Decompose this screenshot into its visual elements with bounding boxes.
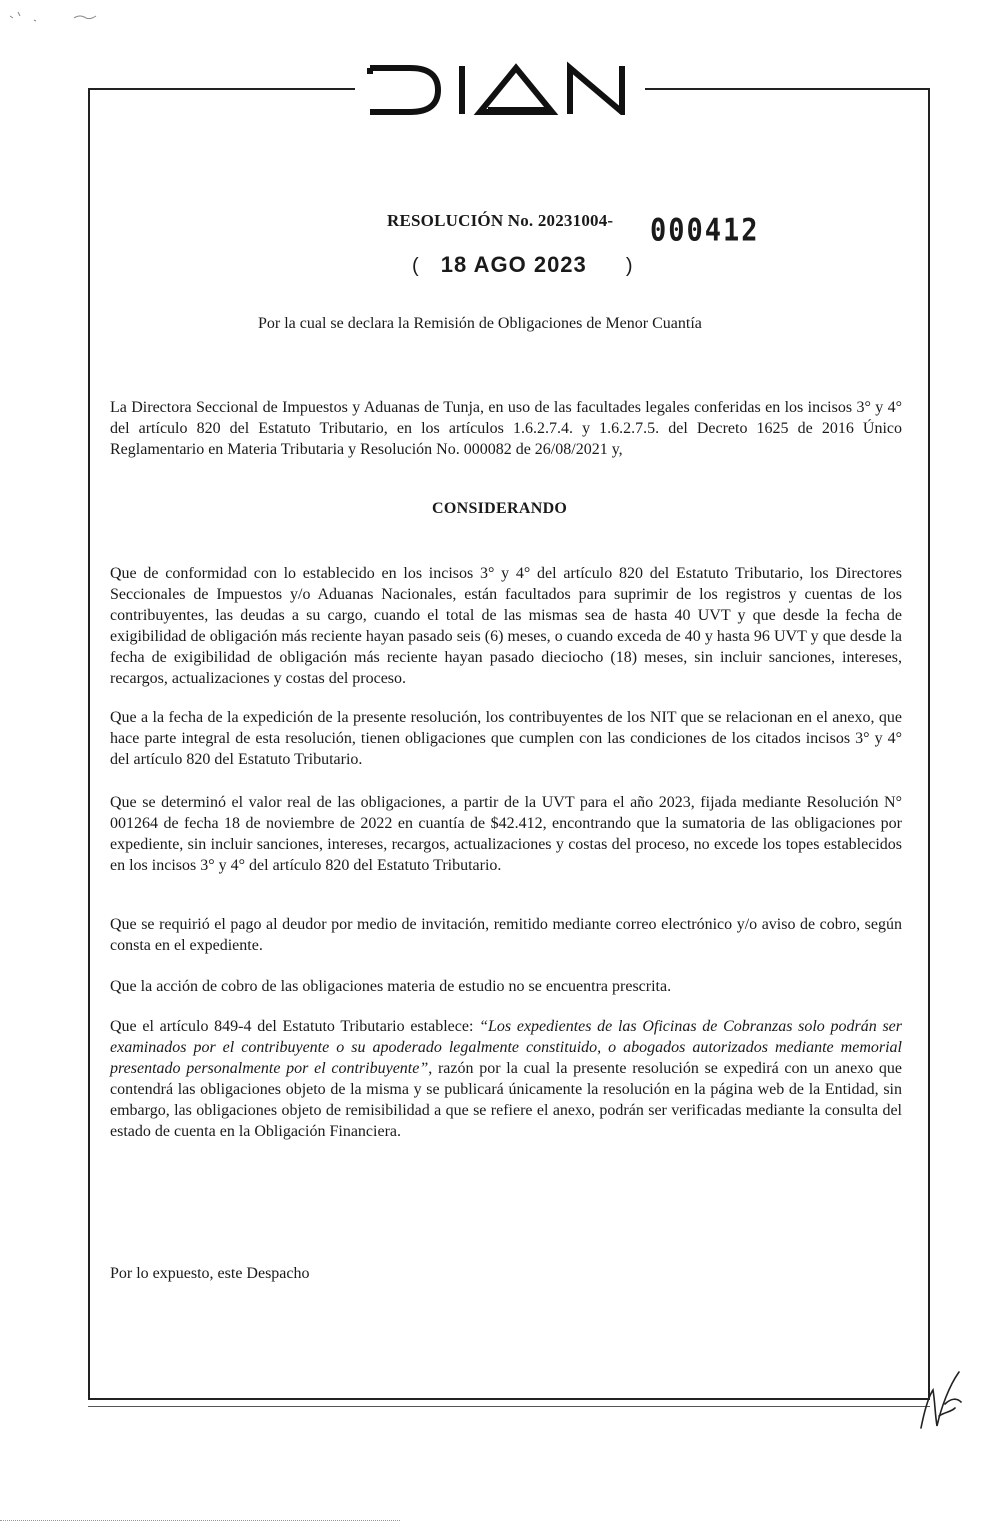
handwritten-initials-signature — [915, 1368, 965, 1433]
resolution-number-stamp: 000412 — [650, 212, 760, 249]
scan-artifact-mark — [4, 6, 124, 36]
considerando-paragraph-6 — [110, 1016, 902, 1142]
date-stamp — [412, 252, 634, 278]
page-border-bottom-line — [88, 1398, 930, 1400]
considerando-paragraph-3: Que se determinó el valor real de las obligaciones, a partir de la UVT para el año 2023, fijada mediante Resolución N° 001264 de fecha 18 de noviembre de 2022 en cuantía de $42.412, encontrando que la sumatoria de las obligaciones por expediente, sin incluir sanciones, intereses, recargos, actualizaciones y costas del proceso, no excede los topes establecidos en los incisos 3° y 4° del artículo 820 del Estatuto Tributario. — [110, 794, 902, 874]
resolution-subtitle: Por la cual se declara la Remisión de Obligaciones de Menor Cuantía — [258, 315, 702, 332]
considerando-paragraph-1: Que de conformidad con lo establecido en los incisos 3° y 4° del artículo 820 del Estatuto Tributario, los Directores Seccionales de Impuestos y/o Aduanas Nacionales, están facultados para suprimir de los registros y cuentas de los contribuyentes, las deudas a su cargo, cuando el total de las mismas sea de hasta 40 UVT y que desde la fecha de exigibilidad de obligación más reciente hayan pasado seis (6) meses, o cuando exceda de 40 y hasta 96 UVT y que desde la fecha de exigibilidad de obligación más reciente hayan pasado dieciocho (18) meses, sin incluir sanciones, intereses, recargos, actualizaciones y costas del proceso. — [110, 565, 902, 687]
dian-logo — [360, 60, 640, 115]
paragraph-6-start: Que el artículo 849-4 del Estatuto Tributario establece: — [110, 1018, 480, 1035]
date-close-paren: ) — [625, 255, 634, 277]
considerando-paragraph-4: Que se requirió el pago al deudor por medio de invitación, remitido mediante correo electrónico y/o aviso de cobro, según consta en el expediente. — [110, 916, 902, 954]
closing-line: Por lo expuesto, este Despacho — [110, 1265, 310, 1282]
scan-bottom-edge — [0, 1520, 400, 1521]
considerando-heading: CONSIDERANDO — [432, 500, 568, 517]
paragraph-6-quote: “Los expedientes de las Oficinas de Cobranzas solo podrán ser examinados por el contribuyente o su apoderado legalmente constituido, o abogados autorizados mediante memorial presentado personalmente por el contribuyente” — [110, 1018, 903, 1077]
date-month: AGO — [473, 252, 527, 277]
considerando-paragraph-2: Que a la fecha de la expedición de la presente resolución, los contribuyentes de los NIT que se relacionan en el anexo, que hace parte integral de esta resolución, tienen obligaciones que cumplen con las condiciones de los citados incisos 3° y 4° del artículo 820 del Estatuto Tributario. — [110, 709, 902, 768]
date-year: 2023 — [533, 252, 587, 277]
resolution-label: RESOLUCIÓN No. 20231004- — [387, 211, 614, 230]
date-open-paren: ( — [412, 255, 420, 277]
considerando-paragraph-5: Que la acción de cobro de las obligaciones materia de estudio no se encuentra prescrita. — [110, 978, 672, 995]
paragraph-6-end: , razón por la cual la presente resolución se expedirá con un anexo que contendrá las obligaciones objeto de la misma y se publicará únicamente la resolución en la página web de la Entidad, sin embargo, las obligaciones objeto de remisibilidad a que se refiere el anexo, podrán ser verificadas mediante la consulta del estado de cuenta en la Obligación Financiera. — [110, 1060, 902, 1140]
page-border-bottom-line-inner — [88, 1406, 930, 1407]
date-day: 18 — [440, 252, 468, 277]
intro-paragraph: La Directora Seccional de Impuestos y Aduanas de Tunja, en uso de las facultades legales conferidas en los incisos 3° y 4° del artículo 820 del Estatuto Tributario, en los artículos 1.6.2.7.4. y 1.6.2.7.5. del Decreto 1625 de 2016 Único Reglamentario en Materia Tributaria y Resolución No. 000082 de 26/08/2021 y, — [110, 399, 902, 458]
